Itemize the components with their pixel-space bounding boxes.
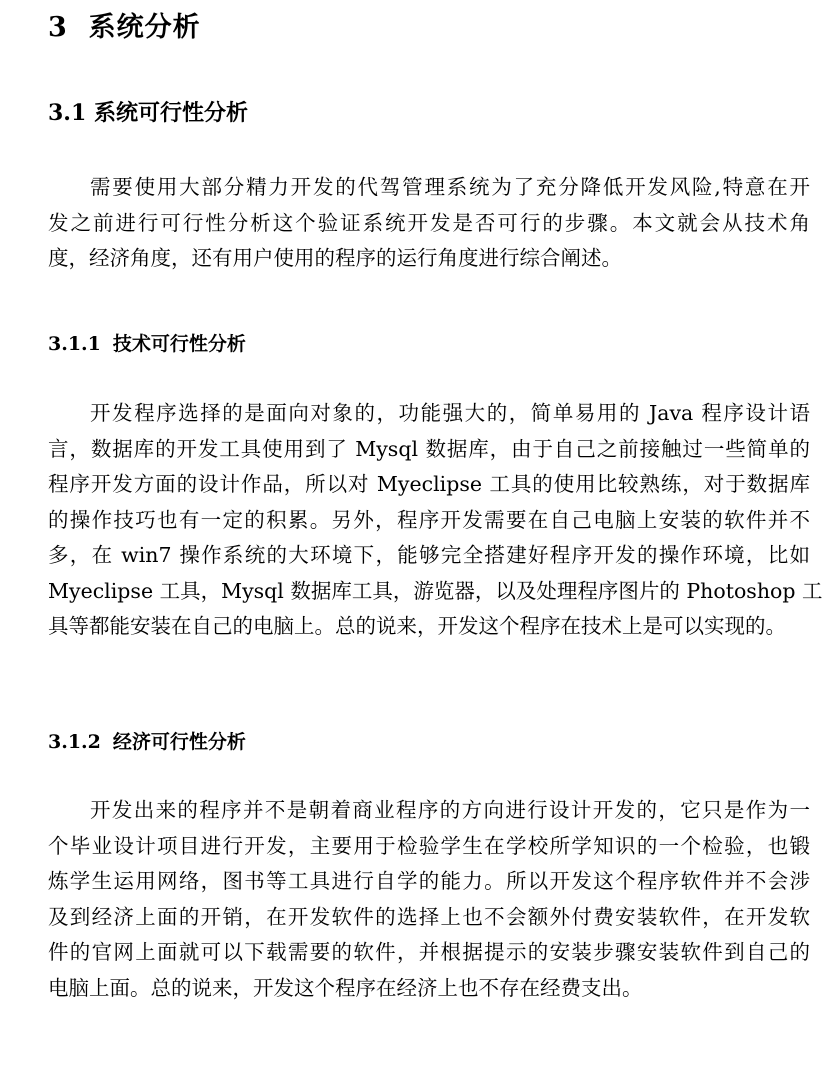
paragraph-line: 及到经济上面的开销，在开发软件的选择上也不会额外付费安装软件，在开发软 <box>48 904 810 929</box>
paragraph-line: 需要使用大部分精力开发的代驾管理系统为了充分降低开发风险,特意在开 <box>90 175 810 199</box>
paragraph-line: 的操作技巧也有一定的积累。另外，程序开发需要在自己电脑上安装的软件并不 <box>48 507 810 532</box>
subsection-number: 3.1.1 <box>48 333 101 355</box>
subsection-heading-3-1-1 <box>48 329 246 359</box>
section-number: 3.1 <box>48 100 87 126</box>
section-heading-3-1 <box>48 96 248 130</box>
paragraph-line: 发之前进行可行性分析这个验证系统开发是否可行的步骤。本文就会从技术角 <box>48 210 810 235</box>
paragraph-line: 开发出来的程序并不是朝着商业程序的方向进行设计开发的，它只是作为一 <box>90 798 810 822</box>
chapter-title: 系统分析 <box>88 12 201 43</box>
section-title: 系统可行性分析 <box>93 100 248 126</box>
paragraph-line: 炼学生运用网络，图书等工具进行自学的能力。所以开发这个程序软件并不会涉 <box>48 869 810 893</box>
chapter-heading <box>48 10 201 46</box>
section-3-1-2-paragraph <box>48 793 810 1006</box>
paragraph-line: 度，经济角度，还有用户使用的程序的运行角度进行综合阐述。 <box>48 246 622 270</box>
section-3-1-paragraph <box>48 170 810 277</box>
paragraph-line: 具等都能安装在自己的电脑上。总的说来，开发这个程序在技术上是可以实现的。 <box>48 614 786 638</box>
subsection-heading-3-1-2 <box>48 727 246 757</box>
subsection-title: 技术可行性分析 <box>112 333 246 355</box>
paragraph-line: 电脑上面。总的说来，开发这个程序在经济上也不存在经费支出。 <box>48 975 643 1000</box>
paragraph-line: 开发程序选择的是面向对象的，功能强大的，简单易用的 Java 程序设计语 <box>90 401 810 425</box>
paragraph-line: 件的官网上面就可以下载需要的软件，并根据提示的安装步骤安装软件到自己的 <box>48 940 810 964</box>
section-3-1-1-paragraph <box>48 396 823 645</box>
paragraph-line: 程序开发方面的设计作品，所以对 Myeclipse 工具的使用比较熟练，对于数据库 <box>48 472 810 496</box>
chapter-number: 3 <box>48 12 68 43</box>
paragraph-line: 言，数据库的开发工具使用到了 Mysql 数据库，由于自己之前接触过一些简单的 <box>48 436 810 461</box>
paragraph-line: Myeclipse 工具，Mysql 数据库工具，游览器，以及处理程序图片的 Photoshop 工 <box>48 578 823 603</box>
subsection-number: 3.1.2 <box>48 731 101 753</box>
subsection-title: 经济可行性分析 <box>112 731 246 753</box>
paragraph-line: 个毕业设计项目进行开发，主要用于检验学生在学校所学知识的一个检验，也锻 <box>48 833 810 858</box>
paragraph-line: 多，在 win7 操作系统的大环境下，能够完全搭建好程序开发的操作环境，比如 <box>48 543 810 567</box>
